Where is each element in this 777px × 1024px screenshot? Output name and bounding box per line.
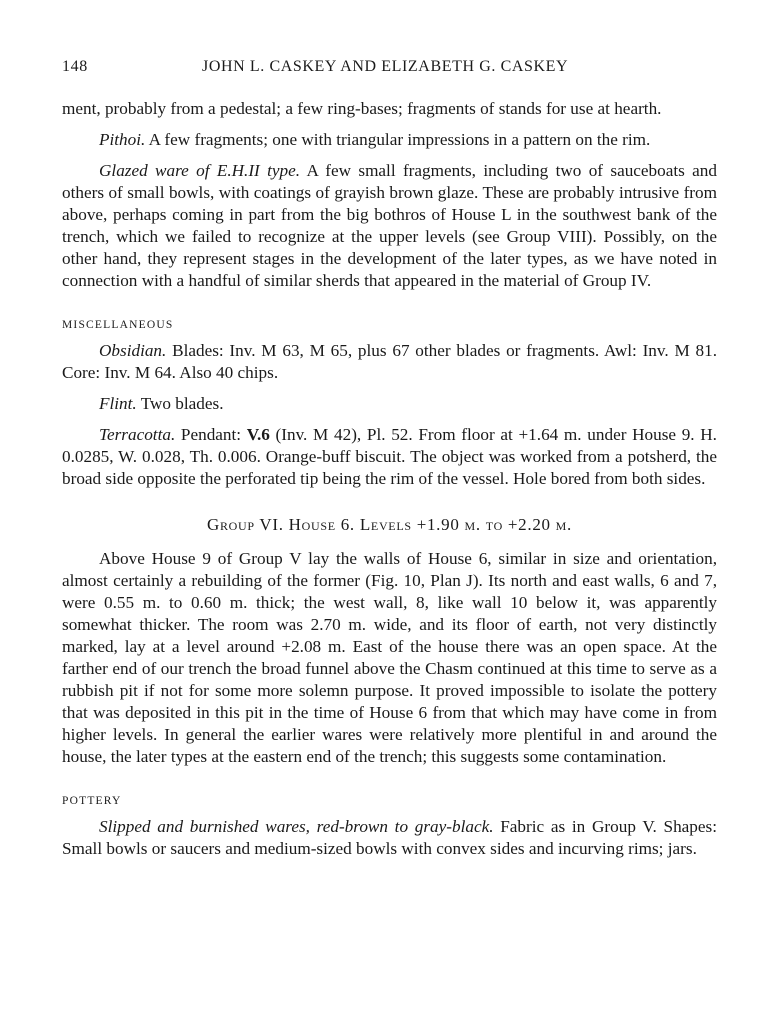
paragraph-pithoi: [62, 129, 717, 151]
paragraph-text: A few small fragments, including two of sauceboats and others of small bowls, with coatings of grayish brown glaze. These are probably intrusive from above, perhaps coming in part from the big bothros of House L in the southwest bank of the trench, which we failed to recognize at the upper levels (see Group VIII). Possibly, on the other hand, they represent stages in the development of the later types, as we have noted in connection with a handful of similar sherds that appeared in the material of Group IV.: [62, 161, 717, 290]
entry-label: Obsidian.: [99, 341, 167, 360]
paragraph-slipped-wares: [62, 816, 717, 860]
entry-label: Pithoi.: [99, 130, 146, 149]
paragraph-glazed-ware: [62, 160, 717, 292]
entry-label: Slipped and burnished wares, red-brown to gray-black.: [99, 817, 494, 836]
running-title: JOHN L. CASKEY AND ELIZABETH G. CASKEY: [202, 58, 569, 75]
catalogue-reference: V.6: [246, 425, 270, 444]
paragraph-flint: [62, 393, 717, 415]
paragraph-text: A few fragments; one with triangular impressions in a pattern on the rim.: [145, 130, 651, 149]
section-heading-pottery: POTTERY: [62, 795, 122, 807]
entry-label: Flint.: [99, 394, 137, 413]
page-number: 148: [62, 58, 88, 75]
entry-label: Terracotta.: [99, 425, 176, 444]
entry-label: Glazed ware of E.H.II type.: [99, 161, 301, 180]
paragraph-obsidian: [62, 340, 717, 384]
paragraph-text: ment, probably from a pedestal; a few ring-bases; fragments of stands for use at hearth.: [62, 99, 662, 118]
group-heading: Group VI. House 6. Levels +1.90 m. to +2.20 m.: [207, 515, 572, 534]
paragraph-text: Blades: Inv. M 63, M 65, plus 67 other blades or fragments. Awl: Inv. M 81. Core: Inv. M 64. Also 40 chips.: [62, 341, 717, 382]
paragraph-group-vi: [62, 548, 717, 768]
paragraph-terracotta: [62, 424, 717, 490]
paragraph-text: Two blades.: [136, 394, 224, 413]
paragraph-text: Above House 9 of Group V lay the walls of House 6, similar in size and orientation, almost certainly a rebuilding of the former (Fig. 10, Plan J). Its north and east walls, 6 and 7, were 0.55 m. to 0.60 m. thick; the west wall, 8, like wall 10 below it, was apparently somewhat thicker. The room was 2.70 m. wide, and its floor of earth, not very distinctly marked, lay at a level around +2.08 m. East of the house there was an open space. At the farther end of our trench the broad funnel above the Chasm continued at this time to serve as a rubbish pit if not for some more solemn purpose. It proved impossible to isolate the pottery that was deposited in this pit in the time of House 6 from that which may have come in from higher levels. In general the earlier wares were relatively more plentiful in and around the house, the later types at the eastern end of the trench; this suggests some contamination.: [62, 549, 717, 766]
page: [62, 58, 717, 860]
running-head: [62, 58, 717, 84]
paragraph-text: Pendant:: [175, 425, 247, 444]
paragraph-continuation: [62, 98, 717, 120]
paragraph-text: Fabric as in Group V. Shapes: Small bowls or saucers and medium-sized bowls with convex sides and incurving rims; jars.: [62, 817, 717, 858]
section-heading-miscellaneous: MISCELLANEOUS: [62, 319, 174, 331]
paragraph-text: (Inv. M 42), Pl. 52. From floor at +1.64 m. under House 9. H. 0.0285, W. 0.028, Th. 0.006. Orange-buff biscuit. The object was worked from a potsherd, the broad side opposite the perforated tip being the rim of the vessel. Hole bored from both sides.: [62, 425, 717, 488]
